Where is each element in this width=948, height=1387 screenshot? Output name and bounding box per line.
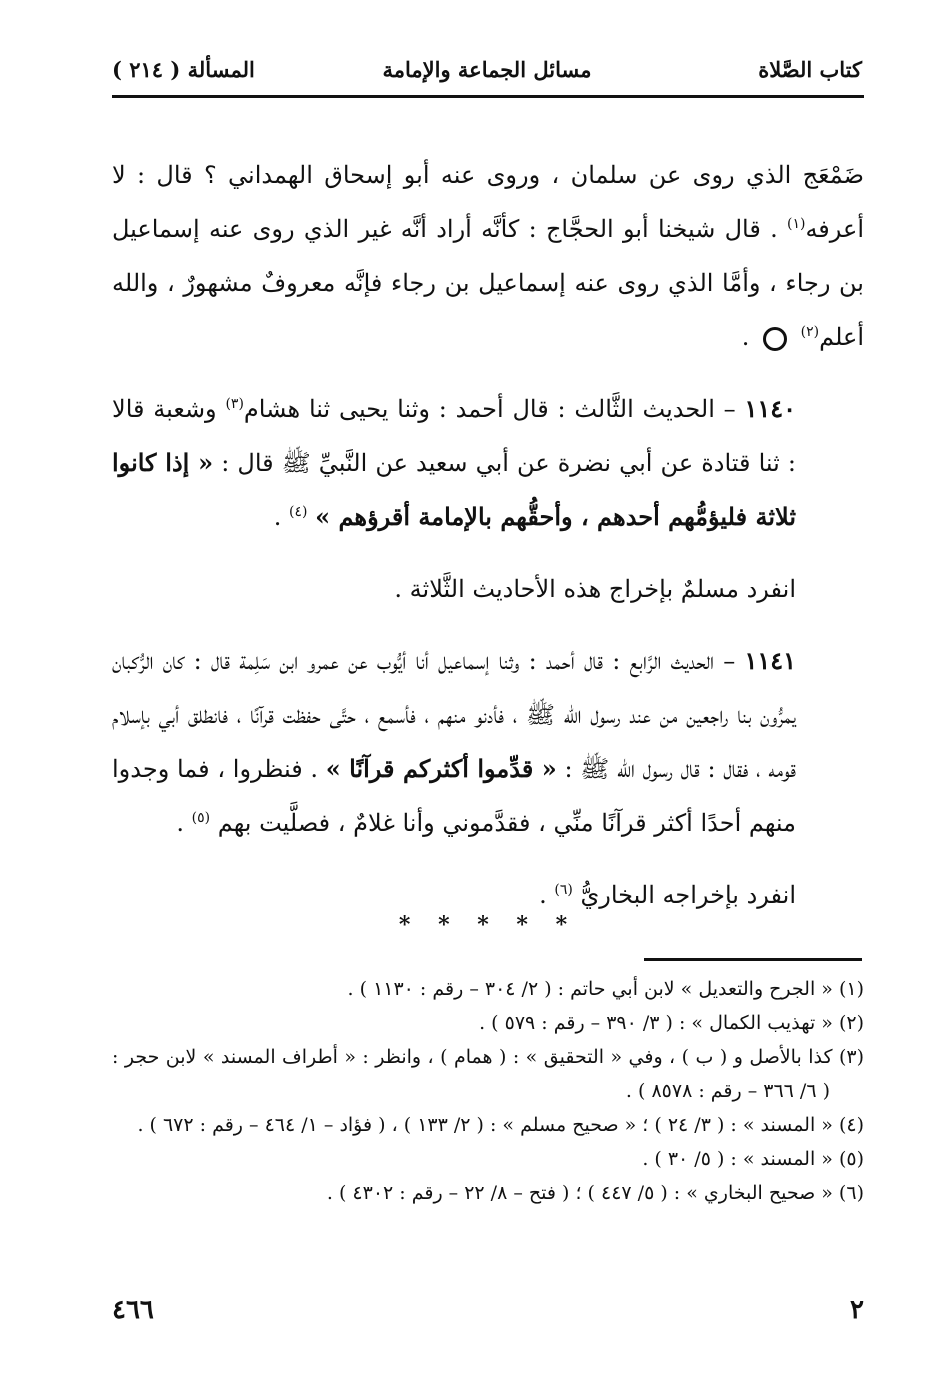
note-text: انفرد مسلمٌ بإخراج هذه الأحاديث الثَّلاثة . (394, 575, 796, 603)
page-footer (112, 1290, 864, 1330)
footnote-ref: (٥) (191, 810, 211, 826)
text-line: أعرفه (805, 215, 865, 243)
footnote-item: (١) « الجرح والتعديل » لابن أبي حاتم : ( ٢/ ٣٠٤ – رقم : ١١٣٠ ) . (347, 978, 864, 1000)
paragraph-continuation (112, 148, 864, 364)
running-header (112, 52, 862, 86)
footnote-item: (٣) كذا بالأصل و ( ب ) ، وفي « التحقيق » : ( همام ) ، وانظر : « أطراف المسند » لابن حجر : ( ٦/ ٣٦٦ – رقم : ٨٥٧٨ ) . (112, 1046, 864, 1102)
footnote-item: (٥) « المسند » : ( ٥/ ٣٠ ) . (642, 1148, 864, 1170)
header-issue-number: المسألة ( ٢١٤ ) (112, 56, 255, 82)
note-text: انفرد بإخراجه البخاريُّ (580, 881, 796, 909)
hadith-1140 (112, 382, 864, 544)
header-book-title: كتاب الصَّلاة (758, 56, 862, 82)
hadith-text: وشعبة قالا : ثنا قتادة عن أبي نضرة عن أبي سعيد عن النَّبيِّ ﷺ قال : (112, 395, 797, 477)
hadith-text: – الحديث الثَّالث : قال أحمد : وثنا يحيى ثنا هشام (243, 395, 745, 423)
footnote-item: (٢) « تهذيب الكمال » : ( ٣/ ٣٩٠ – رقم : ٥٧٩ ) . (479, 1012, 864, 1034)
hadith-text: . (273, 503, 289, 531)
text-line: . (741, 323, 757, 351)
text-line: . قال شيخنا أبو الحجَّاج : كأنَّه أراد أنَّه غير الذي روى عنه إسماعيل (112, 215, 787, 243)
footnote-rule (644, 958, 862, 961)
section-separator: * * * * * (398, 912, 578, 938)
end-circle-icon (763, 327, 787, 351)
footnote-ref: (٦) (554, 882, 573, 898)
hadith-quote: « قدِّموا أكثركم قرآنًا » (325, 754, 557, 783)
note-muslim (112, 562, 864, 616)
page-number: ٤٦٦ (112, 1295, 154, 1325)
header-rule (112, 95, 864, 98)
note-text: . (539, 881, 555, 909)
hadith-text: . (176, 809, 192, 837)
header-chapter-title: مسائل الجماعة والإمامة (382, 56, 592, 82)
hadith-text: . فنظروا ، فما وجدوا منهم أحدًا أكثر قرآنًا منِّي ، فقدَّموني وأنا غلامٌ ، فصلَّيت بهم (112, 755, 796, 837)
footnotes (112, 972, 864, 1210)
volume-number: ٢ (850, 1295, 864, 1325)
footnote-ref: (٣) (225, 396, 244, 412)
text-line: بن رجاء ، وأمَّا الذي روى عنه إسماعيل بن رجاء فإنَّه معروفٌ مشهورٌ ، والله (112, 269, 864, 297)
text-line: أعلم (819, 323, 864, 351)
footnote-ref: (٢) (800, 324, 820, 340)
main-text (112, 148, 864, 922)
hadith-quote: « إذا كانوا ثلاثة فليؤمُّهم أحدهم ، وأحقُّهم بالإمامة أقرؤهم » (112, 448, 796, 531)
text-line: ضَمْعَج الذي روى عن سلمان ، وروى عنه أبو إسحاق الهمداني ؟ قال : لا (112, 161, 864, 189)
footnote-item: (٦) « صحيح البخاري » : ( ٥/ ٤٤٧ ) ؛ ( فتح – ٨/ ٢٢ – رقم : ٤٣٠٢ ) . (326, 1182, 864, 1204)
hadith-number: ١١٤١ (744, 646, 796, 675)
footnote-ref: (٤) (288, 504, 308, 520)
hadith-1141 (112, 634, 864, 850)
footnote-item: (٤) « المسند » : ( ٣/ ٢٤ ) ؛ « صحيح مسلم » : ( ٢/ ١٣٣ ) ، ( فؤاد – ١/ ٤٦٤ – رقم : ٦٧٢ ) . (137, 1114, 864, 1136)
hadith-number: ١١٤٠ (744, 394, 797, 423)
hadith-text: – الحديث الرَّابع : قال أحمد : وثنا إسماعيل أنا أيُّوب عن عمرو ابن سَلِمة قال : كان الرُّكبان يمرُّون بنا راجعين من عند رسول الله ﷺ ، فأدنو منهم ، فأسمع ، حتَّى حفظت قرآنًا ، فانطلق أبي بإسلام قومه ، فقال : قال رسول الله ﷺ : (112, 647, 796, 783)
footnote-ref: (١) (786, 216, 806, 232)
